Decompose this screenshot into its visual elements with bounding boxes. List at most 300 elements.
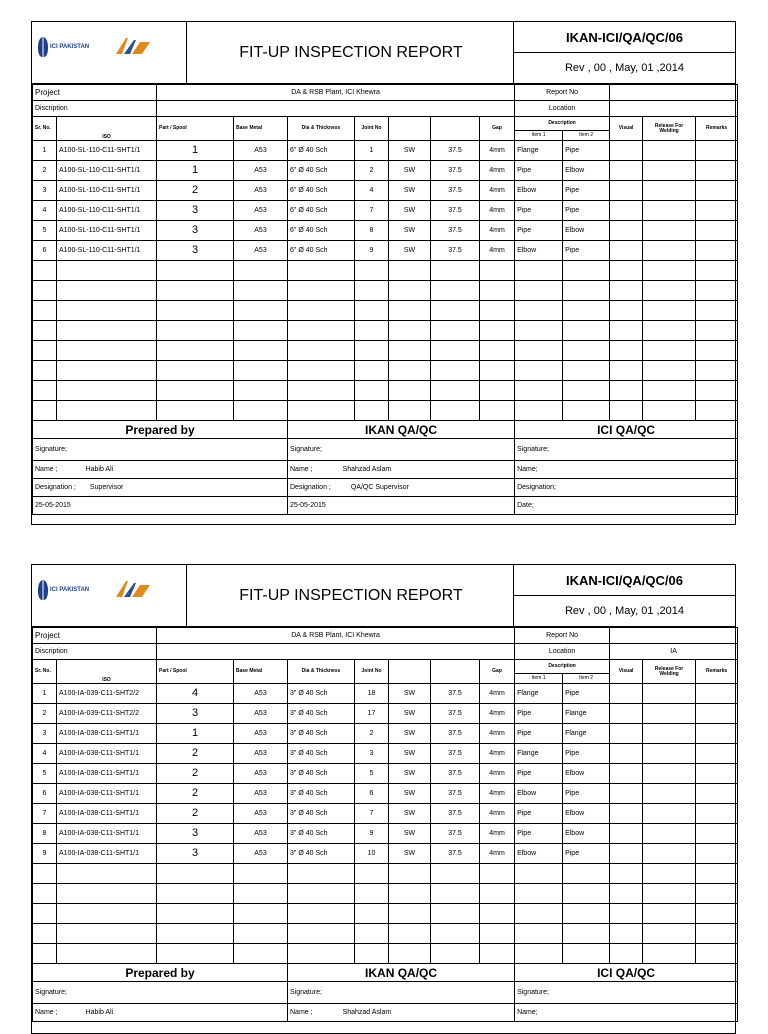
row-release xyxy=(643,724,696,744)
row-joint-no: 7 xyxy=(355,201,389,221)
col-header-base: Base Metal xyxy=(234,660,288,684)
empty-cell xyxy=(610,261,643,281)
table-row xyxy=(33,181,738,201)
empty-cell xyxy=(610,301,643,321)
row-item1: Elbow xyxy=(515,844,563,864)
row-item2: Pipe xyxy=(563,844,610,864)
row-angle: 37.5 xyxy=(431,181,480,201)
col-header-description: Description xyxy=(515,660,610,674)
empty-cell xyxy=(355,361,389,381)
empty-row xyxy=(33,281,738,301)
row-item1: Flange xyxy=(515,744,563,764)
row-remarks xyxy=(696,141,738,161)
ikan-name: Name ; Shahzad Aslam xyxy=(288,1004,515,1022)
row-sr: 5 xyxy=(33,764,57,784)
col-header-item1: Item 1 xyxy=(515,131,563,141)
empty-cell xyxy=(157,301,234,321)
row-part: 3 xyxy=(157,241,234,261)
row-angle: 37.5 xyxy=(431,844,480,864)
row-angle: 37.5 xyxy=(431,804,480,824)
empty-cell xyxy=(355,381,389,401)
row-angle: 37.5 xyxy=(431,724,480,744)
report-table xyxy=(32,84,738,515)
report-rows xyxy=(33,141,738,421)
empty-cell xyxy=(288,924,355,944)
empty-cell xyxy=(515,381,563,401)
empty-cell xyxy=(234,281,288,301)
empty-cell xyxy=(643,884,696,904)
row-item2: Flange xyxy=(563,724,610,744)
row-base-metal: A53 xyxy=(234,141,288,161)
empty-cell xyxy=(33,261,57,281)
document-number-box xyxy=(513,22,735,83)
empty-cell xyxy=(643,281,696,301)
location-label: Location xyxy=(515,644,610,660)
row-sr: 1 xyxy=(33,141,57,161)
row-angle: 37.5 xyxy=(431,684,480,704)
row-sr: 5 xyxy=(33,221,57,241)
empty-cell xyxy=(431,904,480,924)
col-header-type xyxy=(389,117,431,141)
empty-row xyxy=(33,904,738,924)
empty-cell xyxy=(288,381,355,401)
col-header-visual: Visual xyxy=(610,660,643,684)
empty-cell xyxy=(157,321,234,341)
empty-cell xyxy=(288,281,355,301)
empty-cell xyxy=(355,301,389,321)
empty-cell xyxy=(696,301,738,321)
document-revision: Rev , 00 , May, 01 ,2014 xyxy=(564,62,685,74)
row-dia-thickness: 6" Ø 40 Sch xyxy=(288,181,355,201)
row-release xyxy=(643,744,696,764)
empty-cell xyxy=(389,381,431,401)
row-sr: 3 xyxy=(33,724,57,744)
inspection-report-1 xyxy=(31,21,736,525)
empty-cell xyxy=(610,281,643,301)
row-item2: Pipe xyxy=(563,141,610,161)
empty-cell xyxy=(563,341,610,361)
empty-cell xyxy=(288,401,355,421)
row-base-metal: A53 xyxy=(234,684,288,704)
report-no-label: Report No xyxy=(515,628,610,644)
empty-cell xyxy=(389,281,431,301)
empty-cell xyxy=(57,301,157,321)
empty-cell xyxy=(33,924,57,944)
empty-cell xyxy=(355,341,389,361)
row-joint-no: 4 xyxy=(355,181,389,201)
row-item2: Pipe xyxy=(563,241,610,261)
empty-row xyxy=(33,944,738,964)
empty-cell xyxy=(57,261,157,281)
col-header-item1: Item 1 xyxy=(515,674,563,684)
row-item2: Pipe xyxy=(563,744,610,764)
empty-cell xyxy=(157,341,234,361)
row-angle: 37.5 xyxy=(431,241,480,261)
empty-cell xyxy=(515,884,563,904)
row-dia-thickness: 3" Ø 40 Sch xyxy=(288,704,355,724)
empty-cell xyxy=(563,864,610,884)
row-joint-no: 2 xyxy=(355,724,389,744)
row-item1: Elbow xyxy=(515,181,563,201)
ici-logo-icon xyxy=(38,580,48,600)
row-joint-no: 6 xyxy=(355,784,389,804)
empty-cell xyxy=(355,401,389,421)
row-base-metal: A53 xyxy=(234,181,288,201)
report-no-label: Report No xyxy=(515,85,610,101)
row-iso: A100-IA-038-C11-SHT1/1 xyxy=(57,804,157,824)
empty-cell xyxy=(355,944,389,964)
empty-cell xyxy=(157,924,234,944)
empty-cell xyxy=(643,381,696,401)
col-header-item2: Item 2 xyxy=(563,131,610,141)
empty-cell xyxy=(389,301,431,321)
row-iso: A100-IA-039-C11-SHT2/2 xyxy=(57,704,157,724)
location-value xyxy=(610,101,738,117)
prepared-date: 25-05-2015 xyxy=(33,497,288,515)
empty-cell xyxy=(33,401,57,421)
empty-cell xyxy=(33,281,57,301)
empty-cell xyxy=(234,301,288,321)
row-part: 2 xyxy=(157,764,234,784)
empty-cell xyxy=(431,401,480,421)
empty-cell xyxy=(431,944,480,964)
ici-name: Name; xyxy=(515,461,738,479)
empty-cell xyxy=(57,401,157,421)
row-gap: 4mm xyxy=(480,684,515,704)
empty-cell xyxy=(643,361,696,381)
col-header-release: Release For Welding xyxy=(643,660,696,684)
row-joint-no: 10 xyxy=(355,844,389,864)
col-header-gap: Gap xyxy=(480,660,515,684)
empty-cell xyxy=(234,864,288,884)
row-joint-no: 17 xyxy=(355,704,389,724)
empty-cell xyxy=(431,281,480,301)
row-visual xyxy=(610,744,643,764)
row-sr: 8 xyxy=(33,824,57,844)
empty-cell xyxy=(610,361,643,381)
empty-cell xyxy=(33,904,57,924)
empty-cell xyxy=(57,321,157,341)
row-joint-no: 1 xyxy=(355,141,389,161)
empty-row xyxy=(33,924,738,944)
ici-pakistan-logo xyxy=(38,580,89,600)
row-release xyxy=(643,704,696,724)
description-label: Discription xyxy=(33,101,157,117)
row-angle: 37.5 xyxy=(431,201,480,221)
row-gap: 4mm xyxy=(480,844,515,864)
empty-cell xyxy=(563,884,610,904)
empty-cell xyxy=(355,864,389,884)
empty-cell xyxy=(696,341,738,361)
row-type: SW xyxy=(389,704,431,724)
empty-cell xyxy=(696,361,738,381)
empty-cell xyxy=(288,321,355,341)
empty-cell xyxy=(643,904,696,924)
row-type: SW xyxy=(389,241,431,261)
empty-cell xyxy=(563,321,610,341)
empty-cell xyxy=(480,321,515,341)
empty-cell xyxy=(57,944,157,964)
row-joint-no: 9 xyxy=(355,241,389,261)
row-gap: 4mm xyxy=(480,724,515,744)
empty-cell xyxy=(480,944,515,964)
row-item2: Pipe xyxy=(563,201,610,221)
row-dia-thickness: 3" Ø 40 Sch xyxy=(288,824,355,844)
inspection-report-2 xyxy=(31,564,736,1034)
row-dia-thickness: 3" Ø 40 Sch xyxy=(288,784,355,804)
row-part: 2 xyxy=(157,744,234,764)
empty-cell xyxy=(515,904,563,924)
row-type: SW xyxy=(389,684,431,704)
row-remarks xyxy=(696,844,738,864)
row-base-metal: A53 xyxy=(234,724,288,744)
row-iso: A100-IA-038-C11-SHT1/1 xyxy=(57,724,157,744)
col-header-item2: Item 2 xyxy=(563,674,610,684)
row-joint-no: 7 xyxy=(355,804,389,824)
empty-cell xyxy=(288,261,355,281)
empty-cell xyxy=(234,884,288,904)
report-header xyxy=(32,565,735,627)
empty-cell xyxy=(610,401,643,421)
empty-row xyxy=(33,401,738,421)
empty-cell xyxy=(515,401,563,421)
row-visual xyxy=(610,684,643,704)
report-title: FIT-UP INSPECTION REPORT xyxy=(239,43,463,61)
row-angle: 37.5 xyxy=(431,161,480,181)
empty-cell xyxy=(696,401,738,421)
description-value xyxy=(157,644,515,660)
ici-signature: Signature; xyxy=(515,439,738,461)
row-iso: A100-IA-038-C11-SHT1/1 xyxy=(57,784,157,804)
empty-cell xyxy=(157,281,234,301)
empty-cell xyxy=(431,341,480,361)
empty-cell xyxy=(234,924,288,944)
row-remarks xyxy=(696,181,738,201)
empty-cell xyxy=(563,904,610,924)
col-header-iso: ISO xyxy=(57,660,157,684)
row-joint-no: 2 xyxy=(355,161,389,181)
empty-cell xyxy=(389,361,431,381)
col-header-iso: ISO xyxy=(57,117,157,141)
row-base-metal: A53 xyxy=(234,824,288,844)
row-visual xyxy=(610,704,643,724)
row-iso: A100-IA-039-C11-SHT2/2 xyxy=(57,684,157,704)
empty-cell xyxy=(157,904,234,924)
empty-cell xyxy=(288,884,355,904)
empty-cell xyxy=(234,261,288,281)
empty-cell xyxy=(355,261,389,281)
row-type: SW xyxy=(389,744,431,764)
report-no-value xyxy=(610,628,738,644)
table-row xyxy=(33,141,738,161)
row-remarks xyxy=(696,704,738,724)
empty-cell xyxy=(643,864,696,884)
empty-cell xyxy=(563,381,610,401)
row-angle: 37.5 xyxy=(431,764,480,784)
empty-cell xyxy=(389,864,431,884)
row-type: SW xyxy=(389,824,431,844)
empty-cell xyxy=(288,301,355,321)
empty-cell xyxy=(610,944,643,964)
empty-cell xyxy=(431,321,480,341)
empty-cell xyxy=(696,321,738,341)
empty-cell xyxy=(480,301,515,321)
empty-row xyxy=(33,261,738,281)
logo-box xyxy=(32,22,187,83)
row-part: 2 xyxy=(157,181,234,201)
row-joint-no: 9 xyxy=(355,824,389,844)
table-row xyxy=(33,241,738,261)
row-iso: A100-SL-110-C11-SHT1/1 xyxy=(57,141,157,161)
row-joint-no: 3 xyxy=(355,744,389,764)
empty-cell xyxy=(234,361,288,381)
row-iso: A100-SL-110-C11-SHT1/1 xyxy=(57,161,157,181)
ikan-date: 25-05-2015 xyxy=(288,497,515,515)
col-header-joint: Joint No xyxy=(355,117,389,141)
row-type: SW xyxy=(389,201,431,221)
row-sr: 4 xyxy=(33,744,57,764)
empty-cell xyxy=(643,944,696,964)
row-remarks xyxy=(696,804,738,824)
ici-logo-icon xyxy=(38,37,48,57)
document-revision: Rev , 00 , May, 01 ,2014 xyxy=(564,605,685,617)
empty-cell xyxy=(610,924,643,944)
empty-cell xyxy=(431,301,480,321)
empty-cell xyxy=(57,904,157,924)
empty-cell xyxy=(515,944,563,964)
empty-cell xyxy=(57,381,157,401)
table-row xyxy=(33,724,738,744)
row-base-metal: A53 xyxy=(234,764,288,784)
row-release xyxy=(643,201,696,221)
empty-cell xyxy=(57,884,157,904)
empty-cell xyxy=(389,341,431,361)
row-base-metal: A53 xyxy=(234,704,288,724)
row-gap: 4mm xyxy=(480,221,515,241)
empty-cell xyxy=(389,924,431,944)
row-gap: 4mm xyxy=(480,161,515,181)
row-angle: 37.5 xyxy=(431,784,480,804)
empty-cell xyxy=(610,381,643,401)
row-type: SW xyxy=(389,844,431,864)
ici-pakistan-logo xyxy=(38,37,89,57)
empty-cell xyxy=(33,381,57,401)
row-release xyxy=(643,161,696,181)
empty-cell xyxy=(515,261,563,281)
empty-cell xyxy=(480,924,515,944)
empty-cell xyxy=(389,321,431,341)
empty-cell xyxy=(355,884,389,904)
empty-cell xyxy=(643,301,696,321)
empty-cell xyxy=(157,401,234,421)
row-visual xyxy=(610,844,643,864)
empty-cell xyxy=(480,281,515,301)
row-dia-thickness: 6" Ø 40 Sch xyxy=(288,241,355,261)
row-base-metal: A53 xyxy=(234,201,288,221)
empty-cell xyxy=(157,944,234,964)
empty-cell xyxy=(563,944,610,964)
empty-cell xyxy=(515,864,563,884)
report-no-value xyxy=(610,85,738,101)
table-row xyxy=(33,844,738,864)
row-dia-thickness: 6" Ø 40 Sch xyxy=(288,221,355,241)
empty-row xyxy=(33,301,738,321)
row-type: SW xyxy=(389,764,431,784)
empty-cell xyxy=(389,944,431,964)
table-row xyxy=(33,804,738,824)
row-base-metal: A53 xyxy=(234,161,288,181)
row-item2: Elbow xyxy=(563,221,610,241)
empty-cell xyxy=(480,381,515,401)
row-remarks xyxy=(696,161,738,181)
report-rows xyxy=(33,684,738,964)
empty-cell xyxy=(480,884,515,904)
empty-cell xyxy=(610,321,643,341)
ici-name: Name; xyxy=(515,1004,738,1022)
row-type: SW xyxy=(389,221,431,241)
row-remarks xyxy=(696,824,738,844)
empty-cell xyxy=(57,341,157,361)
document-number: IKAN-ICI/QA/QC/06 xyxy=(514,22,735,53)
row-dia-thickness: 6" Ø 40 Sch xyxy=(288,141,355,161)
empty-cell xyxy=(33,321,57,341)
row-item2: Pipe xyxy=(563,684,610,704)
row-gap: 4mm xyxy=(480,141,515,161)
row-remarks xyxy=(696,764,738,784)
table-row xyxy=(33,764,738,784)
empty-cell xyxy=(389,261,431,281)
row-release xyxy=(643,241,696,261)
row-sr: 6 xyxy=(33,241,57,261)
row-item2: Pipe xyxy=(563,784,610,804)
empty-cell xyxy=(355,904,389,924)
col-header-sr: Sr. No. xyxy=(33,660,57,684)
ici-logo-text: ICI PAKISTAN xyxy=(50,44,90,50)
description-value xyxy=(157,101,515,117)
empty-cell xyxy=(389,904,431,924)
row-part: 1 xyxy=(157,724,234,744)
row-release xyxy=(643,804,696,824)
document-number-box xyxy=(513,565,735,626)
row-sr: 2 xyxy=(33,704,57,724)
row-type: SW xyxy=(389,724,431,744)
empty-cell xyxy=(157,381,234,401)
row-remarks xyxy=(696,724,738,744)
empty-cell xyxy=(355,924,389,944)
row-iso: A100-IA-038-C11-SHT1/1 xyxy=(57,764,157,784)
row-part: 4 xyxy=(157,684,234,704)
empty-cell xyxy=(157,361,234,381)
empty-row xyxy=(33,321,738,341)
project-value: DA & RSB Plant, ICI Khewra xyxy=(157,628,515,644)
row-gap: 4mm xyxy=(480,824,515,844)
empty-cell xyxy=(431,924,480,944)
table-row xyxy=(33,684,738,704)
row-gap: 4mm xyxy=(480,784,515,804)
row-iso: A100-SL-110-C11-SHT1/1 xyxy=(57,241,157,261)
empty-cell xyxy=(696,864,738,884)
table-row xyxy=(33,161,738,181)
row-base-metal: A53 xyxy=(234,241,288,261)
ikan-designation: Designation ; QA/QC Supervisor xyxy=(288,479,515,497)
empty-cell xyxy=(643,341,696,361)
empty-cell xyxy=(157,864,234,884)
col-header-dia: Dia & Thickness xyxy=(288,117,355,141)
row-sr: 6 xyxy=(33,784,57,804)
row-release xyxy=(643,784,696,804)
ikan-signature: Signature; xyxy=(288,982,515,1004)
empty-cell xyxy=(33,361,57,381)
